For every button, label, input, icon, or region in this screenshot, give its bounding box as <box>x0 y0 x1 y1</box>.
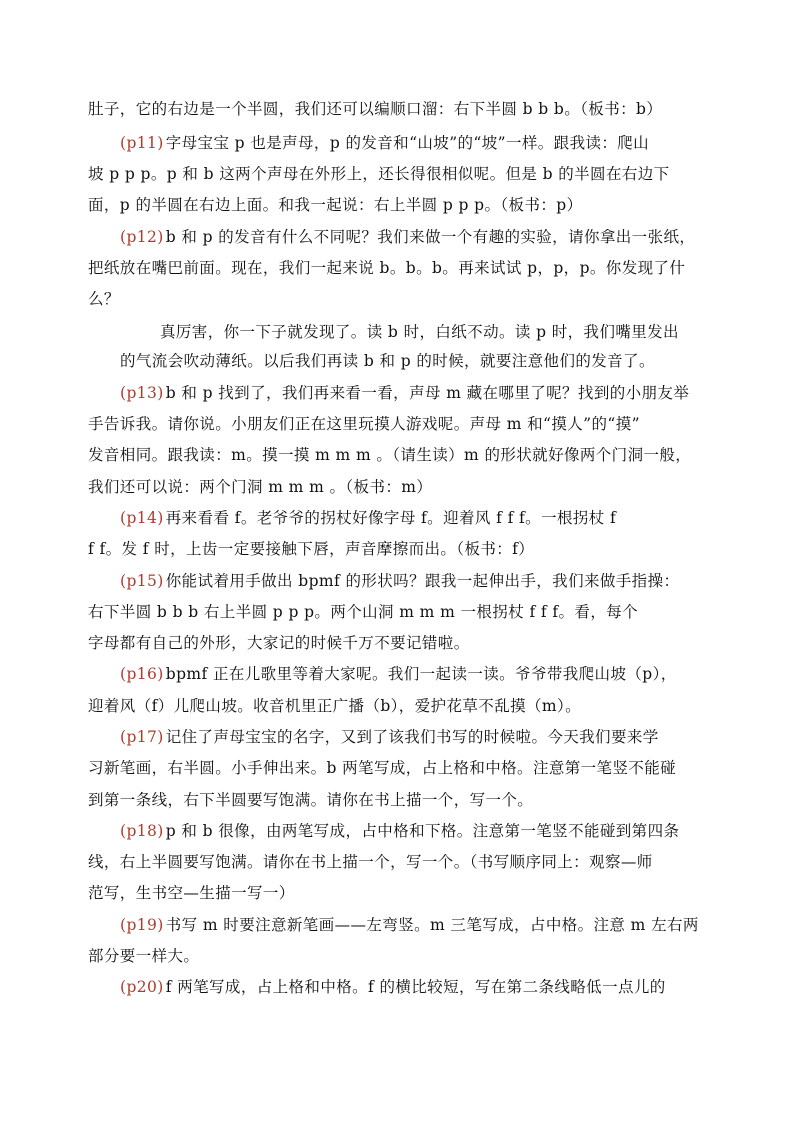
text-line <box>88 414 640 434</box>
text-line <box>88 946 199 966</box>
line-text: 字母宝宝 p 也是声母，p 的发音和“山坡”的“坡”一样。跟我读：爬山 <box>165 134 650 152</box>
page-tag: (p15) <box>120 572 164 590</box>
text-line <box>88 852 653 872</box>
text-line <box>88 758 676 778</box>
text-line <box>120 227 695 247</box>
page-tag: (p13) <box>120 384 164 402</box>
line-text: 线，右上半圆要写饱满。请你在书上描一个，写一个。（书写顺序同上：观察—师 <box>88 853 653 871</box>
line-text: 记住了声母宝宝的名字，又到了该我们书写的时候啦。今天我们要来学 <box>165 728 659 746</box>
text-line <box>120 821 679 841</box>
line-text: b 和 p 找到了，我们再来看一看，声母 m 藏在哪里了呢？找到的小朋友举 <box>165 384 690 402</box>
text-line <box>120 508 616 528</box>
line-text: 面，p 的半圆在右边上面。和我一起说：右上半圆 p p p。（板书：p） <box>88 196 583 214</box>
text-line <box>88 164 670 184</box>
page-tag: (p19) <box>120 916 164 934</box>
page-tag: (p18) <box>120 822 164 840</box>
line-text: 坡 p p p。p 和 b 这两个声母在外形上，还长得很相似呢。但是 b 的半圆在右边下 <box>88 165 670 183</box>
line-text: bpmf 正在儿歌里等着大家呢。我们一起读一读。爷爷带我爬山坡（p）， <box>165 665 677 683</box>
line-text: 真厉害，你一下子就发现了。读 b 时，白纸不动。读 p 时，我们嘴里发出 <box>160 323 679 341</box>
line-text: 你能试着用手做出 bpmf 的形状吗？跟我一起伸出手，我们来做手指操： <box>165 572 680 590</box>
text-line <box>120 727 659 747</box>
text-line <box>88 696 581 716</box>
line-text: 字母都有自己的外形，大家记的时候千万不要记错啦。 <box>88 634 470 652</box>
line-text: 到第一条线，右下半圆要写饱满。请你在书上描一个，写一个。 <box>88 791 534 809</box>
line-text: 肚子，它的右边是一个半圆，我们还可以编顺口溜：右下半圆 b b b。（板书：b） <box>88 100 663 118</box>
text-line <box>88 477 432 497</box>
text-line <box>88 883 295 903</box>
page-tag: (p16) <box>120 665 164 683</box>
text-line <box>88 633 470 653</box>
text-line <box>88 195 582 215</box>
text-line <box>88 99 662 119</box>
text-line <box>88 790 533 810</box>
line-text: 我们还可以说：两个门洞 m m m 。（板书：m） <box>88 478 433 496</box>
line-text: f f。发 f 时，上齿一定要接触下唇，声音摩擦而出。（板书：f） <box>88 540 535 558</box>
text-line <box>120 133 649 153</box>
line-text: 把纸放在嘴巴前面。现在，我们一起来说 b。b。b。再来试试 p，p，p。你发现了什 <box>88 259 686 277</box>
page-tag: (p11) <box>120 134 164 152</box>
line-text: 部分要一样大。 <box>88 947 200 965</box>
text-line <box>88 445 691 465</box>
text-line <box>88 258 685 278</box>
text-line <box>120 351 655 371</box>
line-text: 么？ <box>88 290 120 308</box>
text-line <box>160 322 679 342</box>
text-line <box>88 289 120 309</box>
page-tag: (p14) <box>120 509 164 527</box>
line-text: 迎着风（f）儿爬山坡。收音机里正广播（b），爱护花草不乱摸（m）。 <box>88 697 582 715</box>
text-line <box>88 539 534 559</box>
line-text: 书写 m 时要注意新笔画——左弯竖。m 三笔写成，占中格。注意 m 左右两 <box>165 916 699 934</box>
line-text: 再来看看 f。老爷爷的拐杖好像字母 f。迎着风 f f f。一根拐杖 f <box>165 509 617 527</box>
line-text: 习新笔画，右半圆。小手伸出来。b 两笔写成，占上格和中格。注意第一笔竖不能碰 <box>88 759 677 777</box>
line-text: p 和 b 很像，由两笔写成，占中格和下格。注意第一笔竖不能碰到第四条 <box>165 822 680 840</box>
text-line <box>88 602 638 622</box>
text-line <box>120 977 666 997</box>
text-line <box>120 571 679 591</box>
text-line <box>120 383 689 403</box>
line-text: 发音相同。跟我读：m。摸一摸 m m m 。（请生读）m 的形状就好像两个门洞一般， <box>88 446 692 464</box>
line-text: 的气流会吹动薄纸。以后我们再读 b 和 p 的时候，就要注意他们的发音了。 <box>120 352 655 370</box>
line-text: 手告诉我。请你说。小朋友们正在这里玩摸人游戏呢。声母 m 和“摸人”的“摸” <box>88 415 640 433</box>
line-text: f 两笔写成，占上格和中格。f 的横比较短，写在第二条线略低一点儿的 <box>165 978 666 996</box>
line-text: b 和 p 的发音有什么不同呢？我们来做一个有趣的实验，请你拿出一张纸， <box>165 228 696 246</box>
line-text: 范写，生书空—生描一写一） <box>88 884 295 902</box>
line-text: 右下半圆 b b b 右上半圆 p p p。两个山洞 m m m 一根拐杖 f f f。看，每个 <box>88 603 639 621</box>
text-line <box>120 664 677 684</box>
text-line <box>120 915 699 935</box>
page-tag: (p12) <box>120 228 164 246</box>
page-tag: (p17) <box>120 728 164 746</box>
page-tag: (p20) <box>120 978 164 996</box>
